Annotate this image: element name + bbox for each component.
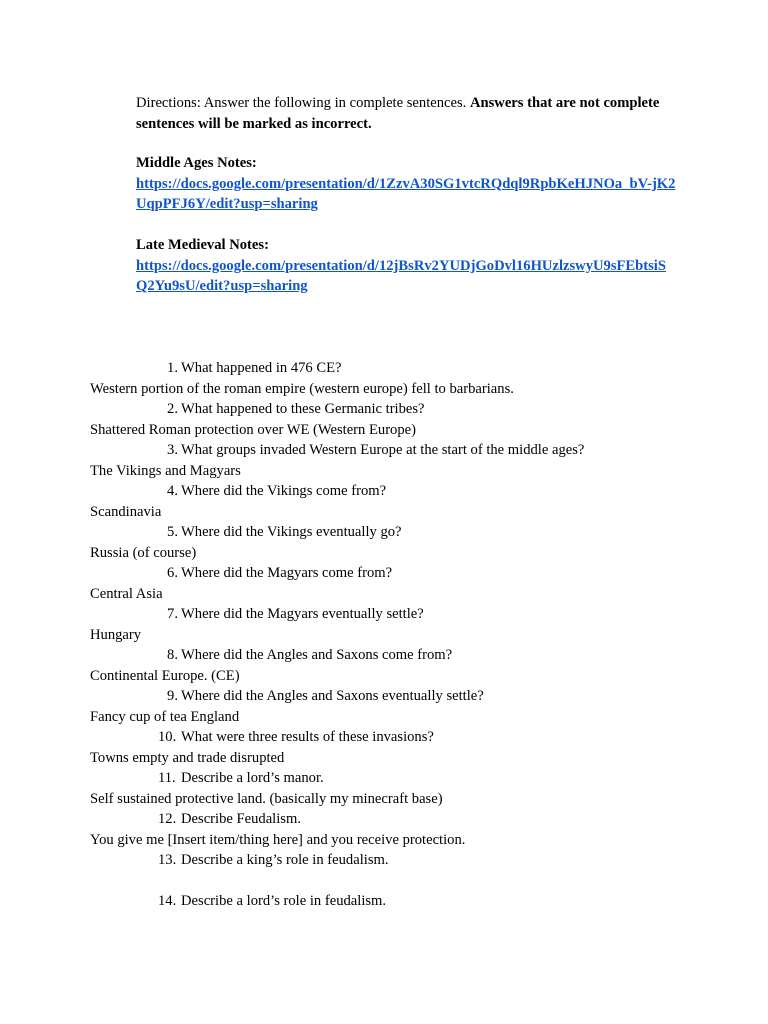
- answer-text: [90, 912, 730, 933]
- question-text: Describe a lord’s role in feudalism.: [181, 893, 387, 909]
- question-text: Where did the Angles and Saxons eventually settle?: [181, 688, 484, 704]
- answer-text: Scandinavia: [90, 503, 162, 520]
- question-text: What groups invaded Western Europe at the start of the middle ages?: [181, 442, 585, 458]
- question-text: Describe Feudalism.: [181, 811, 301, 827]
- question-number: 12.: [158, 811, 177, 827]
- question-item: [90, 481, 730, 502]
- question-item: [90, 358, 730, 379]
- question-item: [90, 604, 730, 625]
- answer-text: Self sustained protective land. (basically my minecraft base): [90, 790, 443, 807]
- question-item: [90, 522, 730, 543]
- question-text: Where did the Angles and Saxons come from?: [181, 647, 453, 663]
- question-number: 2.: [167, 401, 178, 417]
- directions-text: Directions: Answer the following in complete sentences.: [136, 95, 470, 111]
- question-item: [90, 891, 730, 912]
- question-number: 7.: [167, 606, 178, 622]
- question-text: Where did the Magyars come from?: [181, 565, 393, 581]
- question-number: 14.: [158, 893, 177, 909]
- question-text: What happened to these Germanic tribes?: [181, 401, 425, 417]
- question-text: Where did the Vikings eventually go?: [181, 524, 402, 540]
- notes-link[interactable]: https://docs.google.com/presentation/d/12jBsRv2YUDjGoDvl16HUzlzswyU9sFEbtsiSQ2Yu9sU/edit?usp=sharing: [136, 257, 666, 294]
- question-item: [90, 563, 730, 584]
- question-number: 9.: [167, 688, 178, 704]
- answer-text: Russia (of course): [90, 544, 197, 561]
- question-number: 8.: [167, 647, 178, 663]
- directions-warning: Answers that are not complete sentences will be marked as incorrect.: [136, 95, 660, 132]
- question-text: What were three results of these invasions?: [181, 729, 434, 745]
- answer-text: Continental Europe. (CE): [90, 667, 240, 684]
- question-number: 5.: [167, 524, 178, 540]
- question-text: What happened in 476 CE?: [181, 360, 342, 376]
- question-item: [90, 850, 730, 871]
- notes-heading: Middle Ages Notes:: [136, 155, 257, 171]
- question-item: [90, 686, 730, 707]
- answer-text: Shattered Roman protection over WE (Western Europe): [90, 421, 416, 438]
- answer-text: The Vikings and Magyars: [90, 462, 241, 479]
- question-item: [90, 399, 730, 420]
- notes-link[interactable]: https://docs.google.com/presentation/d/1ZzvA30SG1vtcRQdql9RpbKeHJNOa_bV-jK2UqpPFJ6Y/edit?usp=sharing: [136, 175, 676, 212]
- answer-text: Central Asia: [90, 585, 163, 602]
- notes-heading: Late Medieval Notes:: [136, 237, 269, 253]
- question-item: [90, 768, 730, 789]
- answer-text: [90, 871, 730, 892]
- answer-text: Western portion of the roman empire (western europe) fell to barbarians.: [90, 380, 514, 397]
- question-text: Where did the Vikings come from?: [181, 483, 387, 499]
- question-number: 4.: [167, 483, 178, 499]
- late-medieval-notes: [136, 235, 696, 297]
- question-item: [90, 809, 730, 830]
- answer-text: Fancy cup of tea England: [90, 708, 240, 725]
- question-text: Describe a king’s role in feudalism.: [181, 852, 389, 868]
- question-number: 10.: [158, 729, 177, 745]
- question-item: [90, 727, 730, 748]
- middle-ages-notes: [136, 153, 696, 215]
- question-text: Describe a lord’s manor.: [181, 770, 324, 786]
- question-text: Where did the Magyars eventually settle?: [181, 606, 424, 622]
- answer-text: You give me [Insert item/thing here] and you receive protection.: [90, 831, 466, 848]
- question-number: 3.: [167, 442, 178, 458]
- question-number: 11.: [158, 770, 176, 786]
- answer-text: Hungary: [90, 626, 142, 643]
- question-item: [90, 645, 730, 666]
- question-number: 1.: [167, 360, 178, 376]
- question-number: 6.: [167, 565, 178, 581]
- question-number: 13.: [158, 852, 177, 868]
- question-list: [90, 358, 730, 932]
- answer-text: Towns empty and trade disrupted: [90, 749, 285, 766]
- question-item: [90, 440, 730, 461]
- directions-paragraph: [136, 93, 696, 134]
